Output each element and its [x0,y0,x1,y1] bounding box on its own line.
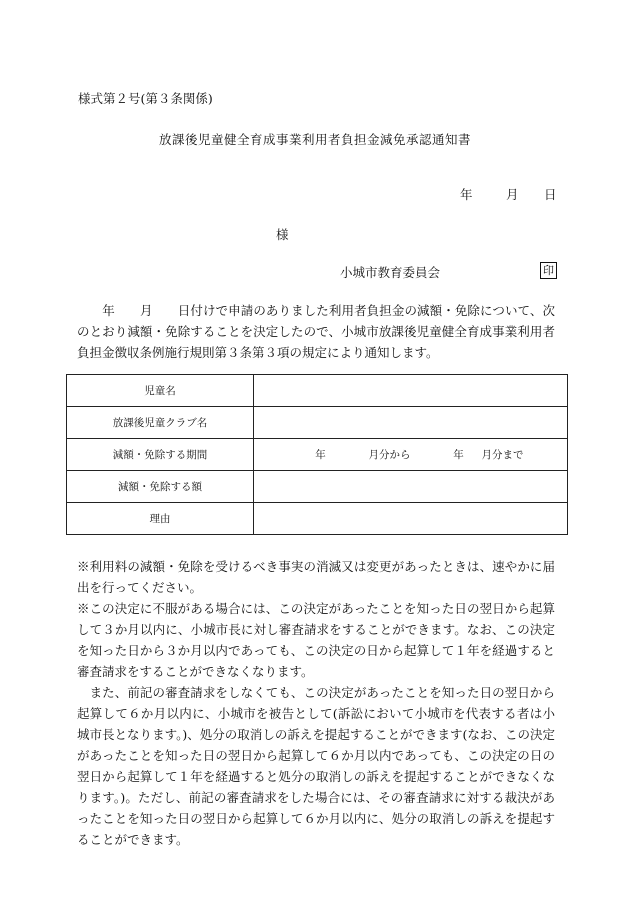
period-to-year: 年 [453,449,464,461]
document-title: 放課後児童健全育成事業利用者負担金減免承認通知書 [158,132,471,147]
notes-section [77,556,555,850]
issuer-name: 小城市教育委員会 [340,265,441,280]
row-label-amount: 減額・免除する額 [67,471,254,503]
row-label-period: 減額・免除する期間 [67,439,254,471]
seal-mark: 印 [540,262,557,279]
period-from-year: 年 [315,449,326,461]
table-row [67,471,568,503]
info-table [66,374,568,535]
notice-body: 年 月 日付けで申請のありました利用者負担金の減額・免除について、次のとおり減額・免除することを決定したので、小城市放課後児童健全育成事業利用者負担金徴収条例施行規則第３条第３項の規定により通知します。 [77,303,555,360]
note-paragraph: ※利用料の減額・免除を受けるべき事実の消滅又は変更があったときは、速やかに届出を行ってください。 [77,559,555,595]
row-value-period [254,439,568,471]
row-value-amount [254,471,568,503]
period-to-month: 月分まで [481,449,524,461]
row-label-child-name: 児童名 [67,375,254,407]
note-paragraph: ※この決定に不服がある場合には、この決定があったことを知った日の翌日から起算して３か月以内に、小城市長に対し審査請求をすることができます。なお、この決定を知った日から３か月以内であっても、この決定の日から起算して１年を経過すると審査請求をすることができなくなります。 [77,601,555,679]
form-number: 様式第２号(第３条関係) [78,91,213,106]
date-month: 月 [506,187,519,202]
row-value-reason [254,503,568,535]
row-label-club-name: 放課後児童クラブ名 [67,407,254,439]
table-row [67,439,568,471]
date-day: 日 [544,187,557,202]
date-year: 年 [460,187,473,202]
row-value-child-name [254,375,568,407]
note-paragraph: また、前記の審査請求をしなくても、この決定があったことを知った日の翌日から起算して６か月以内に、小城市を被告として(訴訟において小城市を代表する者は小城市長となります。)、処分の取消しの訴えを提起することができます(なお、この決定があったことを知った日の翌日から起算して６か月以内であっても、この決定の日の翌日から起算して１年を経過すると処分の取消しの訴えを提起することができなくなります。)。ただし、前記の審査請求をした場合には、その審査請求に対する裁決があったことを知った日の翌日から起算して６か月以内に、処分の取消しの訴えを提起することができます。 [77,685,555,847]
table-row [67,407,568,439]
period-from-month: 月分から [368,449,411,461]
table-row [67,375,568,407]
issue-date [460,185,557,203]
table-row [67,503,568,535]
row-value-club-name [254,407,568,439]
addressee-suffix: 様 [276,227,289,242]
row-label-reason: 理由 [67,503,254,535]
